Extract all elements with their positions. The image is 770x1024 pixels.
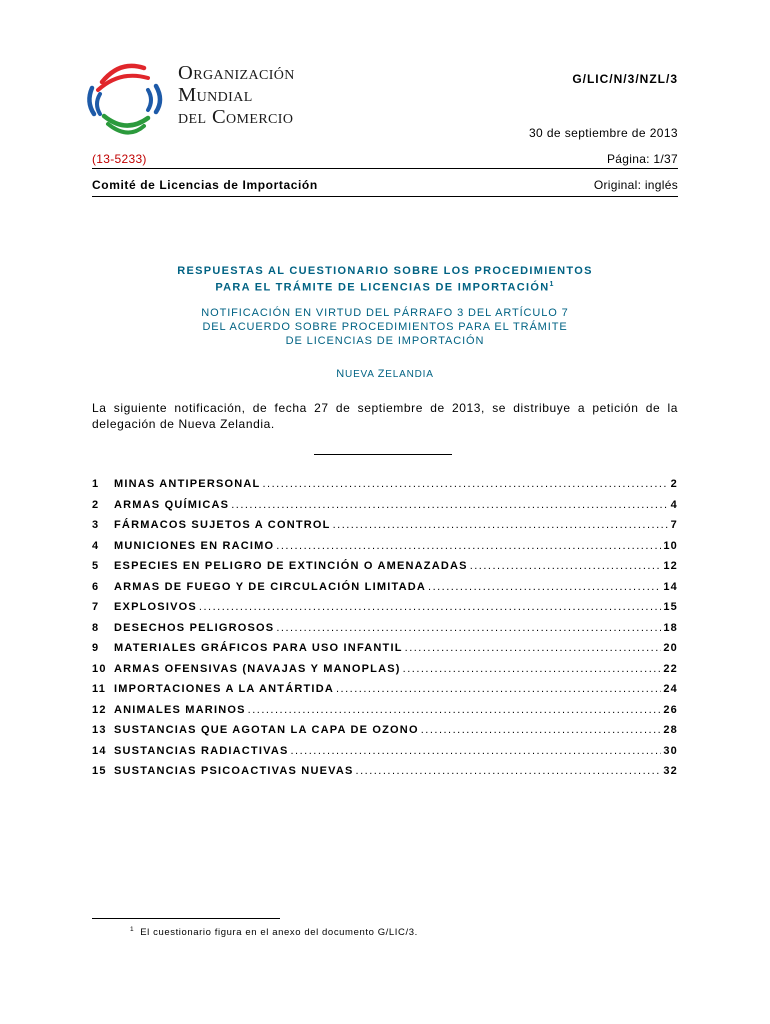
toc-entry[interactable]	[92, 642, 678, 663]
toc-entry-number: 6	[92, 580, 100, 593]
toc-entry-number: 15	[92, 765, 107, 777]
org-name-line-3: del Comercio	[178, 106, 294, 128]
document-title	[92, 264, 678, 295]
footnote-text: El cuestionario figura en el anexo del documento G/LIC/3.	[140, 927, 418, 939]
toc-entry-title: FÁRMACOS SUJETOS A CONTROL	[114, 519, 331, 531]
toc-entry-page: 7	[670, 519, 678, 531]
title-line-2: PARA EL TRÁMITE DE LICENCIAS DE IMPORTACIÓN$^1$	[215, 281, 555, 294]
header-divider-1	[92, 168, 678, 169]
toc-entry[interactable]	[92, 622, 678, 643]
document-date: 30 de septiembre de 2013	[528, 126, 678, 140]
wto-logo	[82, 58, 295, 138]
toc-leader-dots	[291, 745, 662, 757]
toc-entry[interactable]	[92, 560, 678, 581]
original-language: Original: inglés	[593, 178, 678, 192]
toc-entry-title: EXPLOSIVOS	[114, 601, 197, 613]
wto-emblem-icon	[82, 58, 168, 138]
toc-entry[interactable]	[92, 478, 678, 499]
toc-entry-page: 14	[663, 580, 678, 593]
table-of-contents	[92, 478, 678, 786]
toc-entry[interactable]	[92, 499, 678, 520]
toc-entry-number: 11	[92, 683, 107, 695]
toc-entry-title: SUSTANCIAS PSICOACTIVAS NUEVAS	[114, 765, 354, 777]
toc-entry-title: ARMAS QUÍMICAS	[114, 498, 230, 511]
country-name: NUEVA ZELANDIA	[336, 368, 434, 380]
toc-entry-page: 20	[663, 642, 678, 654]
toc-entry-title: ESPECIES EN PELIGRO DE EXTINCIÓN O AMENAZADAS	[114, 560, 468, 572]
toc-leader-dots	[333, 519, 669, 531]
org-name-line-2: Mundial	[178, 84, 253, 106]
toc-leader-dots	[276, 540, 661, 552]
toc-entry-page: 24	[663, 683, 678, 695]
toc-entry-page: 4	[670, 498, 678, 511]
toc-entry-title: MINAS ANTIPERSONAL	[114, 478, 261, 490]
toc-entry-number: 10	[92, 662, 107, 675]
toc-entry-page: 15	[663, 601, 678, 613]
document-subtitle	[92, 306, 678, 348]
reference-number: (13-5233)	[92, 152, 147, 166]
section-separator	[314, 454, 452, 455]
footnote-divider	[92, 918, 280, 919]
toc-entry-number: 3	[92, 519, 100, 531]
toc-leader-dots	[248, 704, 662, 716]
toc-entry-number: 8	[92, 621, 100, 634]
toc-entry-page: 22	[663, 662, 678, 675]
toc-entry-number: 2	[92, 498, 100, 511]
toc-entry-number: 7	[92, 601, 100, 613]
toc-entry-number: 13	[92, 724, 107, 736]
footnote-number: 1	[130, 926, 135, 933]
subtitle-line-3: DE LICENCIAS DE IMPORTACIÓN	[285, 335, 485, 347]
toc-entry-title: MATERIALES GRÁFICOS PARA USO INFANTIL	[114, 642, 403, 654]
committee-name: Comité de Licencias de Importación	[92, 178, 318, 192]
subtitle-line-1: NOTIFICACIÓN EN VIRTUD DEL PÁRRAFO 3 DEL ARTÍCULO 7	[201, 307, 569, 319]
toc-leader-dots	[405, 642, 662, 654]
toc-entry-page: 28	[663, 724, 678, 736]
toc-entry-title: SUSTANCIAS QUE AGOTAN LA CAPA DE OZONO	[114, 724, 419, 736]
toc-entry-number: 4	[92, 539, 100, 552]
subtitle-line-2: DEL ACUERDO SOBRE PROCEDIMIENTOS PARA EL TRÁMITE	[202, 321, 568, 333]
toc-entry-number: 14	[92, 744, 107, 757]
toc-leader-dots	[262, 478, 668, 490]
toc-entry-title: ARMAS OFENSIVAS (NAVAJAS Y MANOPLAS)	[114, 662, 401, 675]
toc-leader-dots	[421, 724, 662, 736]
footnote-ref[interactable]: 1	[549, 281, 555, 288]
toc-entry[interactable]	[92, 663, 678, 684]
toc-entry-title: ARMAS DE FUEGO Y DE CIRCULACIÓN LIMITADA	[114, 580, 427, 593]
header-divider-2	[92, 196, 678, 197]
intro-paragraph: La siguiente notificación, de fecha 27 de septiembre de 2013, se distribuye a petición de la delegación de Nueva Zelandia.	[92, 401, 678, 431]
page-info: Página: 1/37	[607, 152, 678, 166]
organization-name	[178, 62, 295, 128]
toc-entry-page: 26	[663, 703, 678, 716]
toc-entry-title: ANIMALES MARINOS	[114, 703, 246, 716]
toc-entry[interactable]	[92, 745, 678, 766]
toc-entry-number: 1	[92, 478, 100, 490]
footnote	[130, 926, 418, 938]
toc-entry-number: 5	[92, 560, 100, 572]
toc-entry-number: 12	[92, 703, 107, 716]
toc-entry-page: 10	[663, 539, 678, 552]
toc-entry[interactable]	[92, 519, 678, 540]
org-name-line-1: Organización	[178, 62, 295, 84]
title-line-1: RESPUESTAS AL CUESTIONARIO SOBRE LOS PROCEDIMIENTOS	[177, 265, 593, 277]
toc-entry[interactable]	[92, 765, 678, 786]
toc-entry[interactable]	[92, 540, 678, 561]
toc-entry-page: 18	[663, 621, 678, 634]
toc-entry-title: IMPORTACIONES A LA ANTÁRTIDA	[114, 683, 334, 695]
toc-leader-dots	[428, 581, 661, 593]
toc-leader-dots	[199, 601, 661, 613]
toc-entry[interactable]	[92, 601, 678, 622]
document-symbol: G/LIC/N/3/NZL/3	[572, 72, 678, 86]
toc-entry-number: 9	[92, 642, 100, 654]
toc-entry[interactable]	[92, 724, 678, 745]
toc-leader-dots	[470, 560, 662, 572]
toc-leader-dots	[403, 663, 662, 675]
toc-leader-dots	[356, 765, 662, 777]
toc-entry[interactable]	[92, 581, 678, 602]
toc-entry-page: 32	[663, 765, 678, 777]
toc-entry[interactable]	[92, 683, 678, 704]
toc-entry-page: 12	[663, 560, 678, 572]
toc-leader-dots	[276, 622, 661, 634]
toc-entry-title: DESECHOS PELIGROSOS	[114, 621, 275, 634]
toc-leader-dots	[231, 499, 668, 511]
toc-entry-page: 2	[670, 478, 678, 490]
toc-entry[interactable]	[92, 704, 678, 725]
toc-leader-dots	[336, 683, 661, 695]
toc-entry-page: 30	[663, 744, 678, 757]
toc-entry-title: SUSTANCIAS RADIACTIVAS	[114, 744, 289, 757]
toc-entry-title: MUNICIONES EN RACIMO	[114, 539, 275, 552]
